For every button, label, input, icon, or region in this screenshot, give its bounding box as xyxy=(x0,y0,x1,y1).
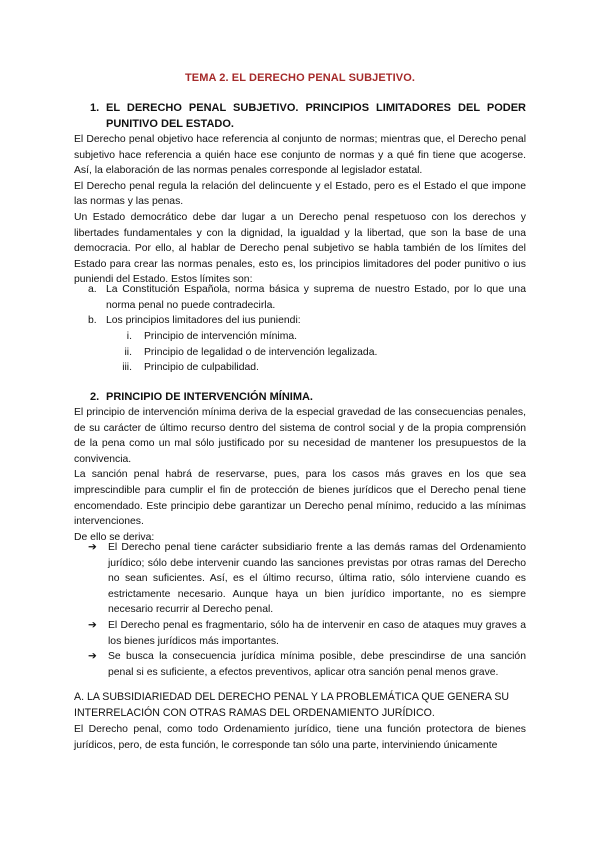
sublist-item xyxy=(118,329,418,345)
section-a-heading: A. LA SUBSIDIARIEDAD DEL DERECHO PENAL Y LA PROBLEMÁTICA QUE GENERA SU INTERRELACIÓN CON OTRAS RAMAS DEL ORDENAMIENTO JURÍDICO. xyxy=(74,691,510,719)
page-title: TEMA 2. EL DERECHO PENAL SUBJETIVO. xyxy=(184,72,416,84)
sublist-item-text: Principio de intervención mínima. xyxy=(144,331,298,342)
sublist-item xyxy=(118,360,418,376)
bullet-item xyxy=(88,618,526,649)
section-2-body xyxy=(74,405,526,545)
arrow-icon: ➔ xyxy=(88,619,97,631)
list-item xyxy=(88,282,526,313)
section-2-heading-text: PRINCIPIO DE INTERVENCIÓN MÍNIMA. xyxy=(106,391,313,403)
section-1-paragraph: El Derecho penal regula la relación del delincuente y el Estado, pero es el Estado el que impone las normas y las penas. xyxy=(74,180,526,208)
sublist-marker: ii. xyxy=(124,346,132,358)
section-1-body xyxy=(74,132,526,288)
list-marker: a. xyxy=(88,284,97,295)
section-2-number: 2. xyxy=(90,391,100,403)
section-1-heading xyxy=(90,100,526,132)
arrow-icon: ➔ xyxy=(88,542,97,553)
sublist-item xyxy=(118,345,418,361)
section-1-paragraph: Un Estado democrático debe dar lugar a un Derecho penal respetuoso con los derechos y libertades fundamentales y con la dignidad, la igualdad y la libertad, que son la base de una democracia. Por ello, al hablar de Derecho penal subjetivo se habla también de los límites del Estado para crear las normas penales, esto es, los principios limitadores del poder punitivo o ius puniendi del Estado. Estos límites son: xyxy=(74,211,526,286)
sublist-item-text: Principio de legalidad o de intervención legalizada. xyxy=(144,346,378,358)
section-2-heading xyxy=(90,389,526,405)
section-1-list xyxy=(88,282,526,329)
section-2-paragraph: De ello se deriva: xyxy=(74,531,155,543)
section-a-paragraph: El Derecho penal, como todo Ordenamiento jurídico, tiene una función protectora de bienes jurídicos, pero, de esta función, le corresponde tan sólo una parte, interviniendo únicamente xyxy=(74,724,526,751)
section-1-number: 1. xyxy=(90,102,100,114)
list-item xyxy=(88,313,526,329)
section-1-paragraph: El Derecho penal objetivo hace referencia al conjunto de normas; mientras que, el Derecho penal subjetivo hace referencia a quién hace ese conjunto de normas y a qué fin tiene que acogerse. Así, la elaboración de las normas penales corresponde al legislador estatal. xyxy=(74,134,526,177)
list-item-text: La Constitución Española, norma básica y suprema de nuestro Estado, por lo que una norma penal no puede contradecirla. xyxy=(106,284,526,311)
list-item-text: Los principios limitadores del ius puniendi: xyxy=(106,315,301,327)
section-1-heading-text: EL DERECHO PENAL SUBJETIVO. PRINCIPIOS LIMITADORES DEL PODER PUNITIVO DEL ESTADO. xyxy=(106,102,526,130)
bullet-text: El Derecho penal tiene carácter subsidiario frente a las demás ramas del Ordenamiento jurídico; sólo debe intervenir cuando las sanciones previstas por otras ramas del Derecho no sean suficientes. Así, es el último recurso, última ratio, sólo interviene cuando es estrictamente necesario. Aunque haya un bien jurídico importante, no es siempre necesario recurrir al Derecho penal. xyxy=(108,542,526,616)
arrow-icon: ➔ xyxy=(88,651,97,663)
section-2-paragraph: La sanción penal habrá de reservarse, pues, para los casos más graves en los que sea imprescindible para cumplir el fin de protección de bienes jurídicos que el Derecho penal tiene encomendado. Este principio debe garantizar un Derecho penal mínimo, reducido a las mínimas intervenciones. xyxy=(74,469,526,528)
section-2-bullets xyxy=(88,540,526,680)
section-a-body xyxy=(74,722,526,753)
sublist-marker: iii. xyxy=(122,362,132,374)
section-1-sublist xyxy=(118,329,418,376)
section-2-paragraph: El principio de intervención mínima deriva de la especial gravedad de las consecuencias penales, de su carácter de último recurso dentro del sistema de control social y de la propia comprensión de la pena como un mal sólo justificado por su necesidad de mantener los presupuestos de la convivencia. xyxy=(74,407,526,465)
sublist-marker: i. xyxy=(126,331,132,342)
sublist-item-text: Principio de culpabilidad. xyxy=(144,362,259,374)
list-marker: b. xyxy=(88,315,97,327)
bullet-item xyxy=(88,649,526,680)
bullet-item xyxy=(88,540,526,618)
bullet-text: Se busca la consecuencia jurídica mínima posible, debe prescindirse de una sanción penal si es suficiente, a efectos preventivos, aplicar otra sanción penal menos grave. xyxy=(108,651,526,678)
bullet-text: El Derecho penal es fragmentario, sólo ha de intervenir en caso de ataques muy graves a los bienes jurídicos más importantes. xyxy=(108,619,526,647)
